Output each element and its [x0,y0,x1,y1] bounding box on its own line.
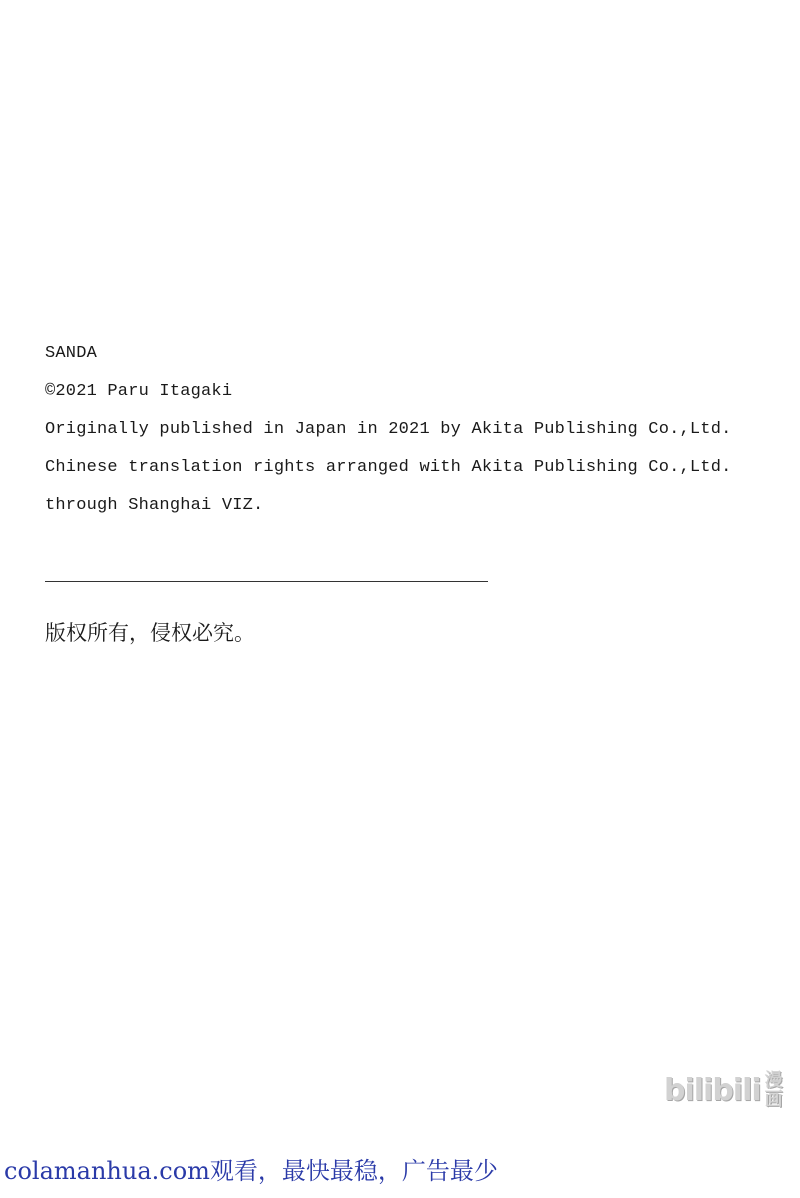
title-line: SANDA [45,344,98,363]
copyright-line: ©2021 Paru Itagaki [45,382,233,401]
watermark-tag: 漫 画 [764,1070,783,1110]
copyright-credits [45,340,732,530]
watermark-word: bilibili [664,1072,761,1108]
footer-source-notice: colamanhua.com观看，最快最稳，广告最少 [4,1157,498,1185]
translation-rights-line: Chinese translation rights arranged with Akita Publishing Co.,Ltd. [45,458,732,477]
rights-reserved-notice: 版权所有，侵权必究。 [45,621,255,645]
bilibili-manga-watermark-logo [664,1068,783,1112]
agency-line: through Shanghai VIZ. [45,496,264,515]
section-divider [45,581,488,582]
original-publication-line: Originally published in Japan in 2021 by Akita Publishing Co.,Ltd. [45,420,732,439]
